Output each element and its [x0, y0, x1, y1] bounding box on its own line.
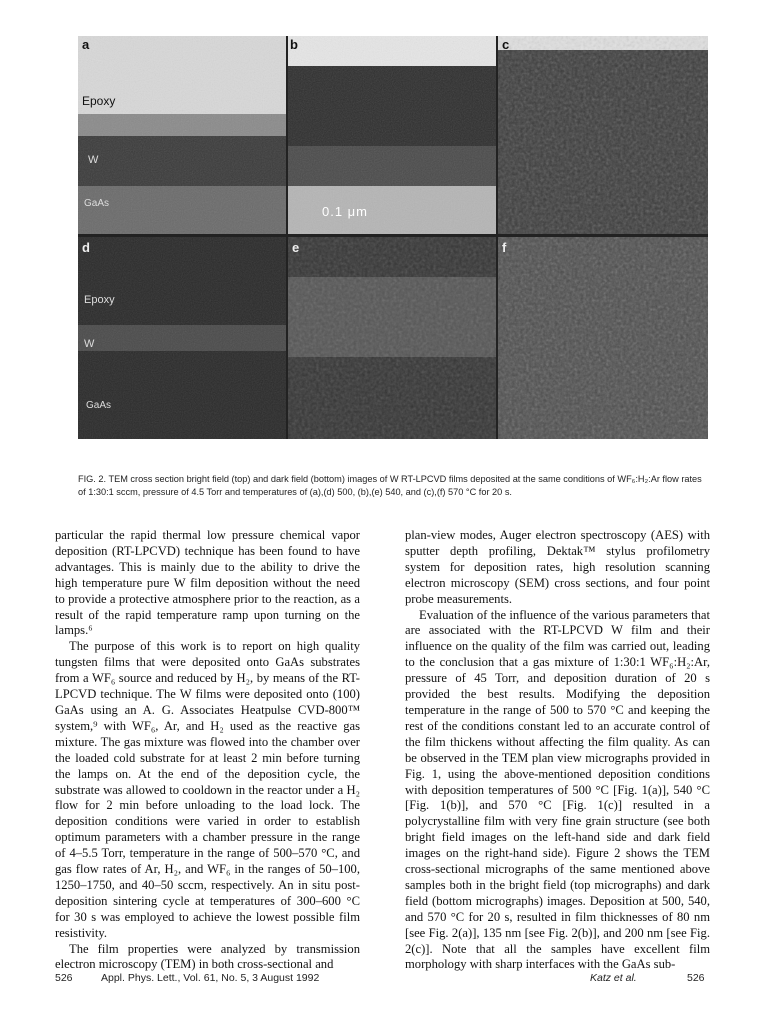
figure-caption: FIG. 2. TEM cross section bright field (top) and dark field (bottom) images of W RT-LPCVD films deposited at the same conditions of WF₆:H₂:Ar flow rates of 1:30:1 sccm, pressure of 4.5 Torr and temperatures of (a),(d) 500, (b),(e) 540, and (c),(f) 570 °C for 20 s.: [78, 474, 702, 497]
panel-e: [288, 237, 496, 439]
layer-label-gaas-lower: GaAs: [86, 400, 112, 411]
panel-f: [498, 237, 708, 439]
page-number-right: 526: [687, 972, 705, 984]
panel-label-c: c: [502, 37, 510, 52]
panel-b: [288, 36, 496, 234]
page-number-left: 526: [55, 972, 73, 984]
layer-label-gaas: GaAs: [84, 198, 110, 209]
panel-label-a: a: [82, 37, 90, 52]
right-paragraph-1: plan-view modes, Auger electron spectroscopy (AES) with sputter depth profiling, Dektak™ stylus profilometry system for deposition rates, high resolution scanning electron microscopy (SEM) cross sections, and four point probe measurements.: [405, 528, 710, 606]
right-column: [405, 528, 710, 973]
layer-label-w-lower: W: [84, 338, 95, 350]
layer-label-epoxy: Epoxy: [82, 94, 116, 108]
right-paragraph-2: Evaluation of the influence of the various parameters that are associated with the RT-LPCVD W film and their influence on the quality of the film was carried out, leading to the conclusion that a gas mixture of 1:30:1 WF₆:H₂:Ar, pressure of 45 Torr, and deposition duration of 20 s provided the best results. Modifying the deposition temperature in the range of 500 to 570 °C and keeping the rest of the conditions constant led to an accurate control of the film thickens without affecting the film quality. As can be observed in the TEM plan view micrographs provided in Fig. 1, using the above-mentioned deposition conditions with deposition temperatures of 500 °C [Fig. 1(a)], 540 °C [Fig. 1(b)], and 570 °C [Fig. 1(c)] resulted in a polycrystalline film with very fine grain structure (see both bright field images on the left-hand side and dark field images on the right-hand side). Figure 2 shows the TEM cross-sectional micrographs of the same mentioned above samples both in the bright field (top micrographs) and dark field (bottom micrographs) images. Deposition at 500, 540, and 570 °C for 20 s, resulted in film thicknesses of 80 nm [see Fig. 2(a)], 135 nm [see Fig. 2(b)], and 200 nm [see Fig. 2(c)]. Note that all the samples have excellent film morphology with sharp interfaces with the GaAs sub-: [405, 607, 710, 972]
panel-c: [498, 36, 708, 234]
panel-label-b: b: [290, 37, 298, 52]
layer-label-w: W: [88, 154, 99, 166]
left-paragraph-2: The purpose of this work is to report on high quality tungsten films that were deposited onto GaAs substrates from a WF₆ source and reduced by H₂, by means of the RT-LPCVD technique. The W films were deposited onto (100) GaAs using an A. G. Associates Heatpulse CVD-800™ system,⁹ with WF₆, Ar, and H₂ used as the reactive gas mixture. The gas mixture was flowed into the chamber over the loaded cold substrate for at least 2 min before turning the lamps on. At the end of the deposition cycle, the substrate was allowed to cooldown in the reactor under a H₂ flow for 2 min before unloading to the load lock. The deposition conditions were varied in order to establish optimum parameters with a chamber pressure in the range of 4–5.5 Torr, temperature in the range of 500–570 °C, and gas flow rates of Ar, H₂, and WF₆ in the ranges of 50–100, 1250–1750, and 40–50 sccm, respectively. An in situ post-deposition sintering cycle at temperatures of 300–600 °C for 30 s was employed to achieve the lowest possible film resistivity.: [55, 639, 360, 940]
panel-label-d: d: [82, 240, 90, 255]
left-paragraph-1: particular the rapid thermal low pressure chemical vapor deposition (RT-LPCVD) technique has been found to have advantages. This is mainly due to the ability to drive the high temperature pure W film deposition without the need to provide a protective atmosphere prior to the reaction, as a result of the rapid temperature ramp upon turning on the lamps.⁶: [55, 528, 360, 638]
journal-citation: Appl. Phys. Lett., Vol. 61, No. 5, 3 August 1992: [101, 972, 320, 984]
panel-label-e: e: [292, 240, 300, 255]
layer-label-epoxy-lower: Epoxy: [84, 294, 115, 306]
panel-label-f: f: [502, 240, 507, 255]
scale-bar-label: 0.1 μm: [322, 204, 369, 219]
tem-figure: [78, 36, 708, 439]
running-authors: Katz et al.: [590, 972, 637, 984]
left-paragraph-3: The film properties were analyzed by transmission electron microscopy (TEM) in both cross-sectional and: [55, 941, 360, 972]
left-column: [55, 528, 360, 973]
panel-a: [78, 36, 286, 234]
